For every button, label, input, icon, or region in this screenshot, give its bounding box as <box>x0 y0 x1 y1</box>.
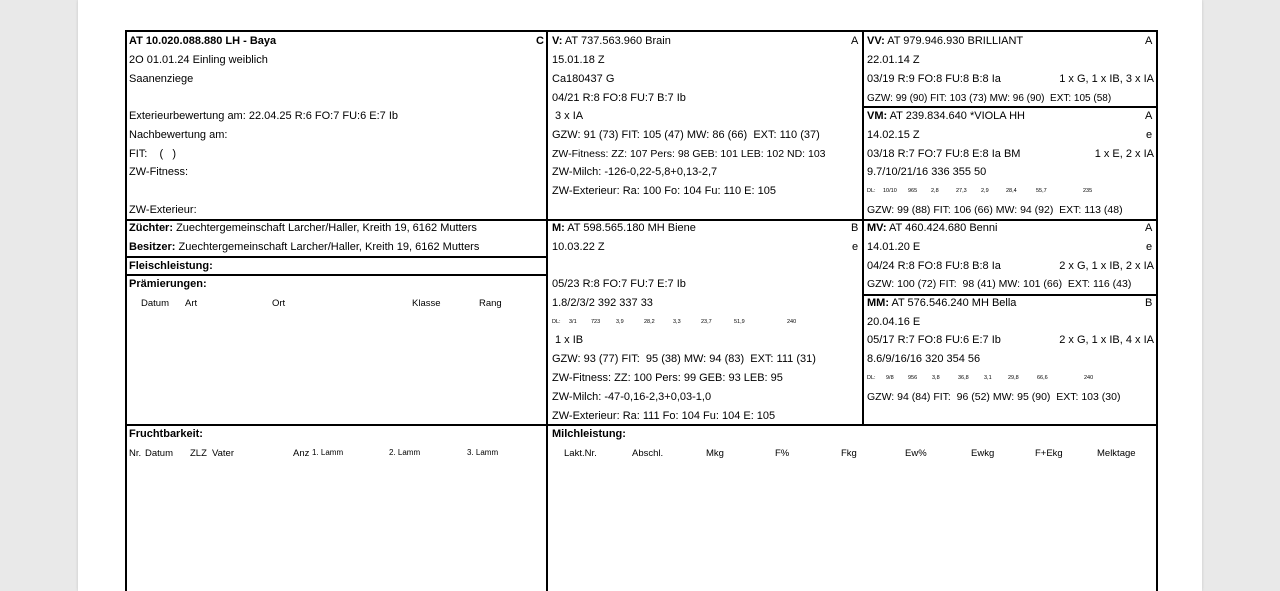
mother-id: AT 598.565.180 MH Biene <box>567 222 696 234</box>
fertility-col-zlz: ZLZ <box>190 448 207 459</box>
vm-flag: e <box>1146 129 1153 141</box>
mv-score: 04/24 R:8 FO:8 FU:8 B:8 Ia <box>867 260 1001 272</box>
milk-col-milking-days: Melktage <box>1097 448 1136 459</box>
mother-zw-exterior: ZW-Exterieur: Ra: 111 Fo: 104 Fu: 104 E: 105 <box>552 410 776 422</box>
father-grade: A <box>851 35 859 47</box>
vv-id: AT 979.946.930 BRILLIANT <box>887 35 1024 47</box>
father-date: 15.01.18 Z <box>552 54 605 66</box>
divider-breeder <box>125 219 546 221</box>
vm-dl-value: 10/10 <box>883 188 897 194</box>
father-code: Ca180437 G <box>552 73 615 85</box>
mm-lactation: 8.6/9/16/16 320 354 56 <box>867 353 981 365</box>
father-id: AT 737.563.960 Brain <box>564 35 671 47</box>
divider-vv-vm <box>862 106 1156 108</box>
mm-header <box>867 297 1016 310</box>
animal-zw-exterior: ZW-Exterieur: <box>129 204 197 216</box>
mm-dl-value: 9/8 <box>886 375 894 381</box>
father-zw-exterior: ZW-Exterieur: Ra: 100 Fo: 104 Fu: 110 E: 105 <box>552 185 776 197</box>
awards-col-class: Klasse <box>412 298 441 309</box>
milk-col-fat-pct: F% <box>775 448 790 459</box>
vv-score: 03/19 R:9 FO:8 FU:8 B:8 Ia <box>867 73 1001 85</box>
breeder-row <box>129 222 477 235</box>
animal-breed: Saanenziege <box>129 73 194 85</box>
vm-dl-value: 55,7 <box>1036 188 1047 194</box>
milk-col-fekg: F+Ekg <box>1035 448 1063 459</box>
vm-dl-label: DL: <box>867 188 876 194</box>
vm-count: 1 x E, 2 x IA <box>1094 148 1154 160</box>
awards-col-type: Art <box>185 298 198 309</box>
vm-dl-value: 28,4 <box>1006 188 1017 194</box>
mother-dl-value: 23,7 <box>701 319 712 325</box>
frame-left <box>125 30 127 591</box>
mother-zw-fitness: ZW-Fitness: ZZ: 100 Pers: 99 GEB: 93 LEB: 95 <box>552 372 783 384</box>
father-zw-milk: ZW-Milch: -126-0,22-5,8+0,13-2,7 <box>552 166 718 178</box>
fertility-col-lamb2: 2. Lamm <box>389 448 421 457</box>
mother-label: M: <box>552 222 565 234</box>
awards-col-date: Datum <box>141 298 169 309</box>
divider-col1 <box>546 30 548 591</box>
father-gzw: GZW: 91 (73) FIT: 105 (47) MW: 86 (66) EXT: 110 (37) <box>552 129 820 141</box>
milk-col-mkg: Mkg <box>706 448 724 459</box>
vm-dl-value: 2,9 <box>981 188 989 194</box>
owner-label: Besitzer: <box>129 241 176 253</box>
father-label: V: <box>552 35 563 47</box>
mother-dl-value: 723 <box>591 319 601 325</box>
mv-id: AT 460.424.680 Benni <box>889 222 998 234</box>
mother-lactation: 1.8/2/3/2 392 337 33 <box>552 297 653 309</box>
mm-dl-value: 956 <box>908 375 918 381</box>
fertility-col-lamb1: 1. Lamm <box>312 448 344 457</box>
vm-grade: A <box>1145 110 1153 122</box>
animal-zw-fitness: ZW-Fitness: <box>129 166 189 178</box>
mother-dl-value: 51,9 <box>734 319 745 325</box>
mother-dl-value: 3/1 <box>569 319 577 325</box>
divider-parents <box>546 219 1156 221</box>
mm-label: MM: <box>867 297 889 309</box>
mm-dl-value: 36,8 <box>958 375 969 381</box>
mv-count: 2 x G, 1 x IB, 2 x IA <box>1059 260 1154 272</box>
father-zw-fitness: ZW-Fitness: ZZ: 107 Pers: 98 GEB: 101 LEB: 102 ND: 103 <box>552 148 826 160</box>
milk-col-protein-pct: Ew% <box>905 448 927 459</box>
owner-row <box>129 241 479 254</box>
divider-meat <box>125 256 546 258</box>
mm-dl-value: 240 <box>1084 375 1094 381</box>
mv-date: 14.01.20 E <box>867 241 921 253</box>
divider-awards <box>125 274 546 276</box>
milk-col-fkg: Fkg <box>841 448 857 459</box>
mother-dl-value: 28,2 <box>644 319 655 325</box>
vv-count: 1 x G, 1 x IB, 3 x IA <box>1059 73 1154 85</box>
mm-grade: B <box>1145 297 1153 309</box>
mv-header <box>867 222 997 235</box>
vm-dl-value: 235 <box>1083 188 1093 194</box>
mm-count: 2 x G, 1 x IB, 4 x IA <box>1059 334 1154 346</box>
vm-dl-value: 27,3 <box>956 188 967 194</box>
divider-mv-mm <box>862 294 1156 296</box>
animal-exterior-eval: Exterieurbewertung am: 22.04.25 R:6 FO:7 FU:6 E:7 Ib <box>129 110 399 122</box>
vv-grade: A <box>1145 35 1153 47</box>
mm-dl-value: 66,6 <box>1037 375 1048 381</box>
mv-grade: A <box>1145 222 1153 234</box>
owner-value: Zuechtergemeinschaft Larcher/Haller, Kreith 19, 6162 Mutters <box>178 241 480 253</box>
mother-dl-label: DL: <box>552 319 561 325</box>
mm-dl-value: 29,8 <box>1008 375 1019 381</box>
vm-dl-value: 965 <box>908 188 918 194</box>
mv-flag: e <box>1146 241 1153 253</box>
fertility-col-count: Anz <box>293 448 310 459</box>
vm-header <box>867 110 1025 123</box>
father-count: 3 x IA <box>555 110 584 122</box>
mv-gzw: GZW: 100 (72) FIT: 98 (41) MW: 101 (66) EXT: 116 (43) <box>867 278 1132 290</box>
milk-heading: Milchleistung: <box>552 428 626 440</box>
mother-dl-value: 240 <box>787 319 797 325</box>
meat-performance-heading: Fleischleistung: <box>129 260 213 272</box>
milk-col-ewkg: Ewkg <box>971 448 995 459</box>
frame-right <box>1156 30 1158 591</box>
divider-col2 <box>862 30 864 425</box>
mm-id: AT 576.546.240 MH Bella <box>891 297 1017 309</box>
vm-gzw: GZW: 99 (88) FIT: 106 (66) MW: 94 (92) EXT: 113 (48) <box>867 204 1123 216</box>
breeder-label: Züchter: <box>129 222 173 234</box>
fertility-col-father: Vater <box>212 448 235 459</box>
mother-grade: B <box>851 222 859 234</box>
mother-date: 10.03.22 Z <box>552 241 605 253</box>
mother-dl-value: 3,9 <box>616 319 624 325</box>
vv-label: VV: <box>867 35 885 47</box>
document-page <box>78 0 1202 591</box>
fertility-col-lamb3: 3. Lamm <box>467 448 499 457</box>
vv-header <box>867 35 1023 48</box>
fertility-col-nr: Nr. <box>129 448 142 459</box>
vv-date: 22.01.14 Z <box>867 54 920 66</box>
mm-date: 20.04.16 E <box>867 316 921 328</box>
milk-col-lact: Lakt.Nr. <box>564 448 597 459</box>
mm-gzw: GZW: 94 (84) FIT: 96 (52) MW: 95 (90) EXT: 103 (30) <box>867 391 1121 403</box>
awards-heading: Prämierungen: <box>129 278 207 290</box>
mm-dl-label: DL: <box>867 375 876 381</box>
fertility-col-date: Datum <box>145 448 173 459</box>
breeder-value: Zuechtergemeinschaft Larcher/Haller, Kreith 19, 6162 Mutters <box>176 222 477 234</box>
milk-col-closing: Abschl. <box>632 448 664 459</box>
father-header <box>552 35 671 48</box>
mm-dl-value: 3,8 <box>932 375 940 381</box>
vm-id: AT 239.834.640 *VIOLA HH <box>889 110 1025 122</box>
mother-count: 1 x IB <box>555 334 584 346</box>
awards-col-rank: Rang <box>479 298 502 309</box>
vm-dl-value: 2,8 <box>931 188 939 194</box>
vv-gzw: GZW: 99 (90) FIT: 103 (73) MW: 96 (90) EXT: 105 (58) <box>867 93 1112 104</box>
mm-score: 05/17 R:7 FO:8 FU:6 E:7 Ib <box>867 334 1001 346</box>
fertility-heading: Fruchtbarkeit: <box>129 428 203 440</box>
animal-grade: C <box>536 35 544 47</box>
mother-score: 05/23 R:8 FO:7 FU:7 E:7 Ib <box>552 278 686 290</box>
awards-col-place: Ort <box>272 298 286 309</box>
vm-score: 03/18 R:7 FO:7 FU:8 E:8 Ia BM <box>867 148 1021 160</box>
frame-top <box>125 30 1158 32</box>
animal-header: AT 10.020.088.880 LH - Baya <box>129 35 277 47</box>
animal-birth: 2O 01.01.24 Einling weiblich <box>129 54 268 66</box>
mother-gzw: GZW: 93 (77) FIT: 95 (38) MW: 94 (83) EXT: 111 (31) <box>552 353 816 365</box>
vm-label: VM: <box>867 110 888 122</box>
mm-dl-value: 3,1 <box>984 375 992 381</box>
mv-label: MV: <box>867 222 887 234</box>
mother-header <box>552 222 696 235</box>
animal-fit: FIT: ( ) <box>129 148 177 160</box>
vm-date: 14.02.15 Z <box>867 129 920 141</box>
mother-dl-value: 3,3 <box>673 319 681 325</box>
father-score: 04/21 R:8 FO:8 FU:7 B:7 Ib <box>552 92 686 104</box>
mother-zw-milk: ZW-Milch: -47-0,16-2,3+0,03-1,0 <box>552 391 712 403</box>
animal-re-eval: Nachbewertung am: <box>129 129 228 141</box>
vm-lactation: 9.7/10/21/16 336 355 50 <box>867 166 987 178</box>
mother-flag: e <box>852 241 859 253</box>
divider-bottom-sections <box>125 424 1158 426</box>
